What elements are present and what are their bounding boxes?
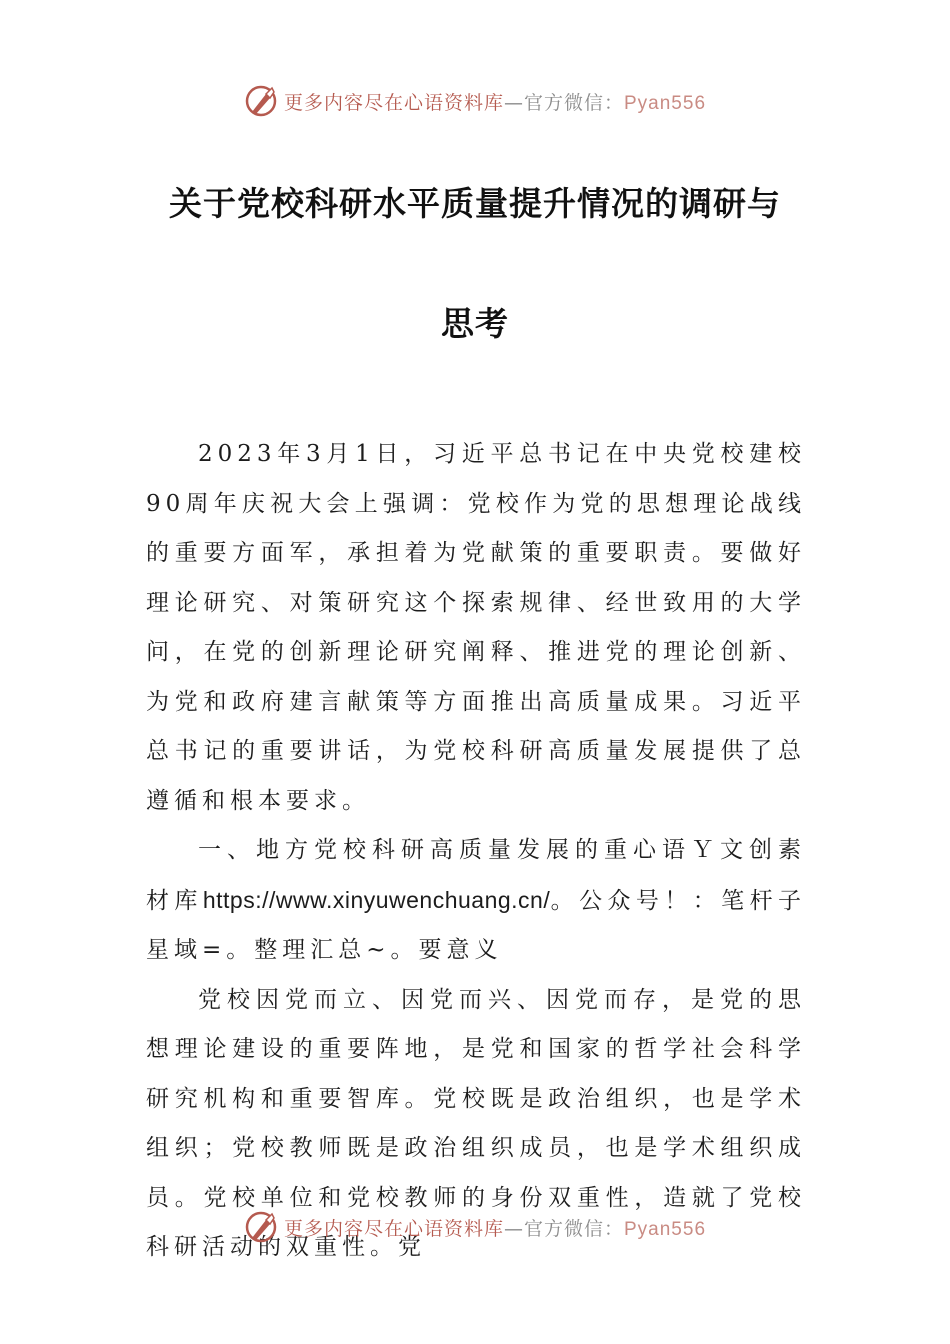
paragraph-2-heading: 一、地方党校科研高质量发展的重心语Ｙ文创素材库 [146,837,806,914]
banner-wechat-id: Pyan556 [624,1218,707,1240]
banner-text [284,88,706,115]
banner-label: 官方微信： [523,1217,624,1240]
banner-wechat-id: Pyan556 [624,92,707,114]
pen-nib-logo-icon [244,84,278,118]
document-body [146,430,806,1273]
paragraph-2 [146,826,806,976]
banner-label: 官方微信： [523,91,624,114]
document-title-line-2: 思考 [441,304,509,343]
banner-dash: — [503,1217,524,1240]
banner-dash: — [503,91,524,114]
banner-brand: 更多内容尽在心语资料库 [283,91,504,114]
banner-text [284,1214,706,1241]
footer-banner [0,1210,950,1244]
paragraph-2-tail: 。公众号！：笔杆子星域=。整理汇总~。要意义 [146,887,807,963]
paragraph-1: 2023年3月1日，习近平总书记在中央党校建校90周年庆祝大会上强调：党校作为党的思想理论战线的重要方面军，承担着为党献策的重要职责。要做好理论研究、对策研究这个探索规律、经世致用的大学问，在党的创新理论研究阐释、推进党的理论创新、为党和政府建言献策等方面推出高质量成果。习近平总书记的重要讲话，为党校科研高质量发展提供了总遵循和根本要求。 [146,441,806,814]
pen-nib-logo-icon [244,1210,278,1244]
paragraph-3: 党校因党而立、因党而兴、因党而存，是党的思想理论建设的重要阵地，是党和国家的哲学社会科学研究机构和重要智库。党校既是政治组织，也是学术组织；党校教师既是政治组织成员，也是学术组织成员。党校单位和党校教师的身份双重性，造就了党校科研活动的双重性。党 [146,986,806,1260]
resource-url-link[interactable]: https://www.xinyuwenchuang.cn/ [202,886,551,913]
banner-brand: 更多内容尽在心语资料库 [283,1217,504,1240]
document-title-line-1: 关于党校科研水平质量提升情况的调研与 [169,184,781,223]
header-banner [0,84,950,118]
